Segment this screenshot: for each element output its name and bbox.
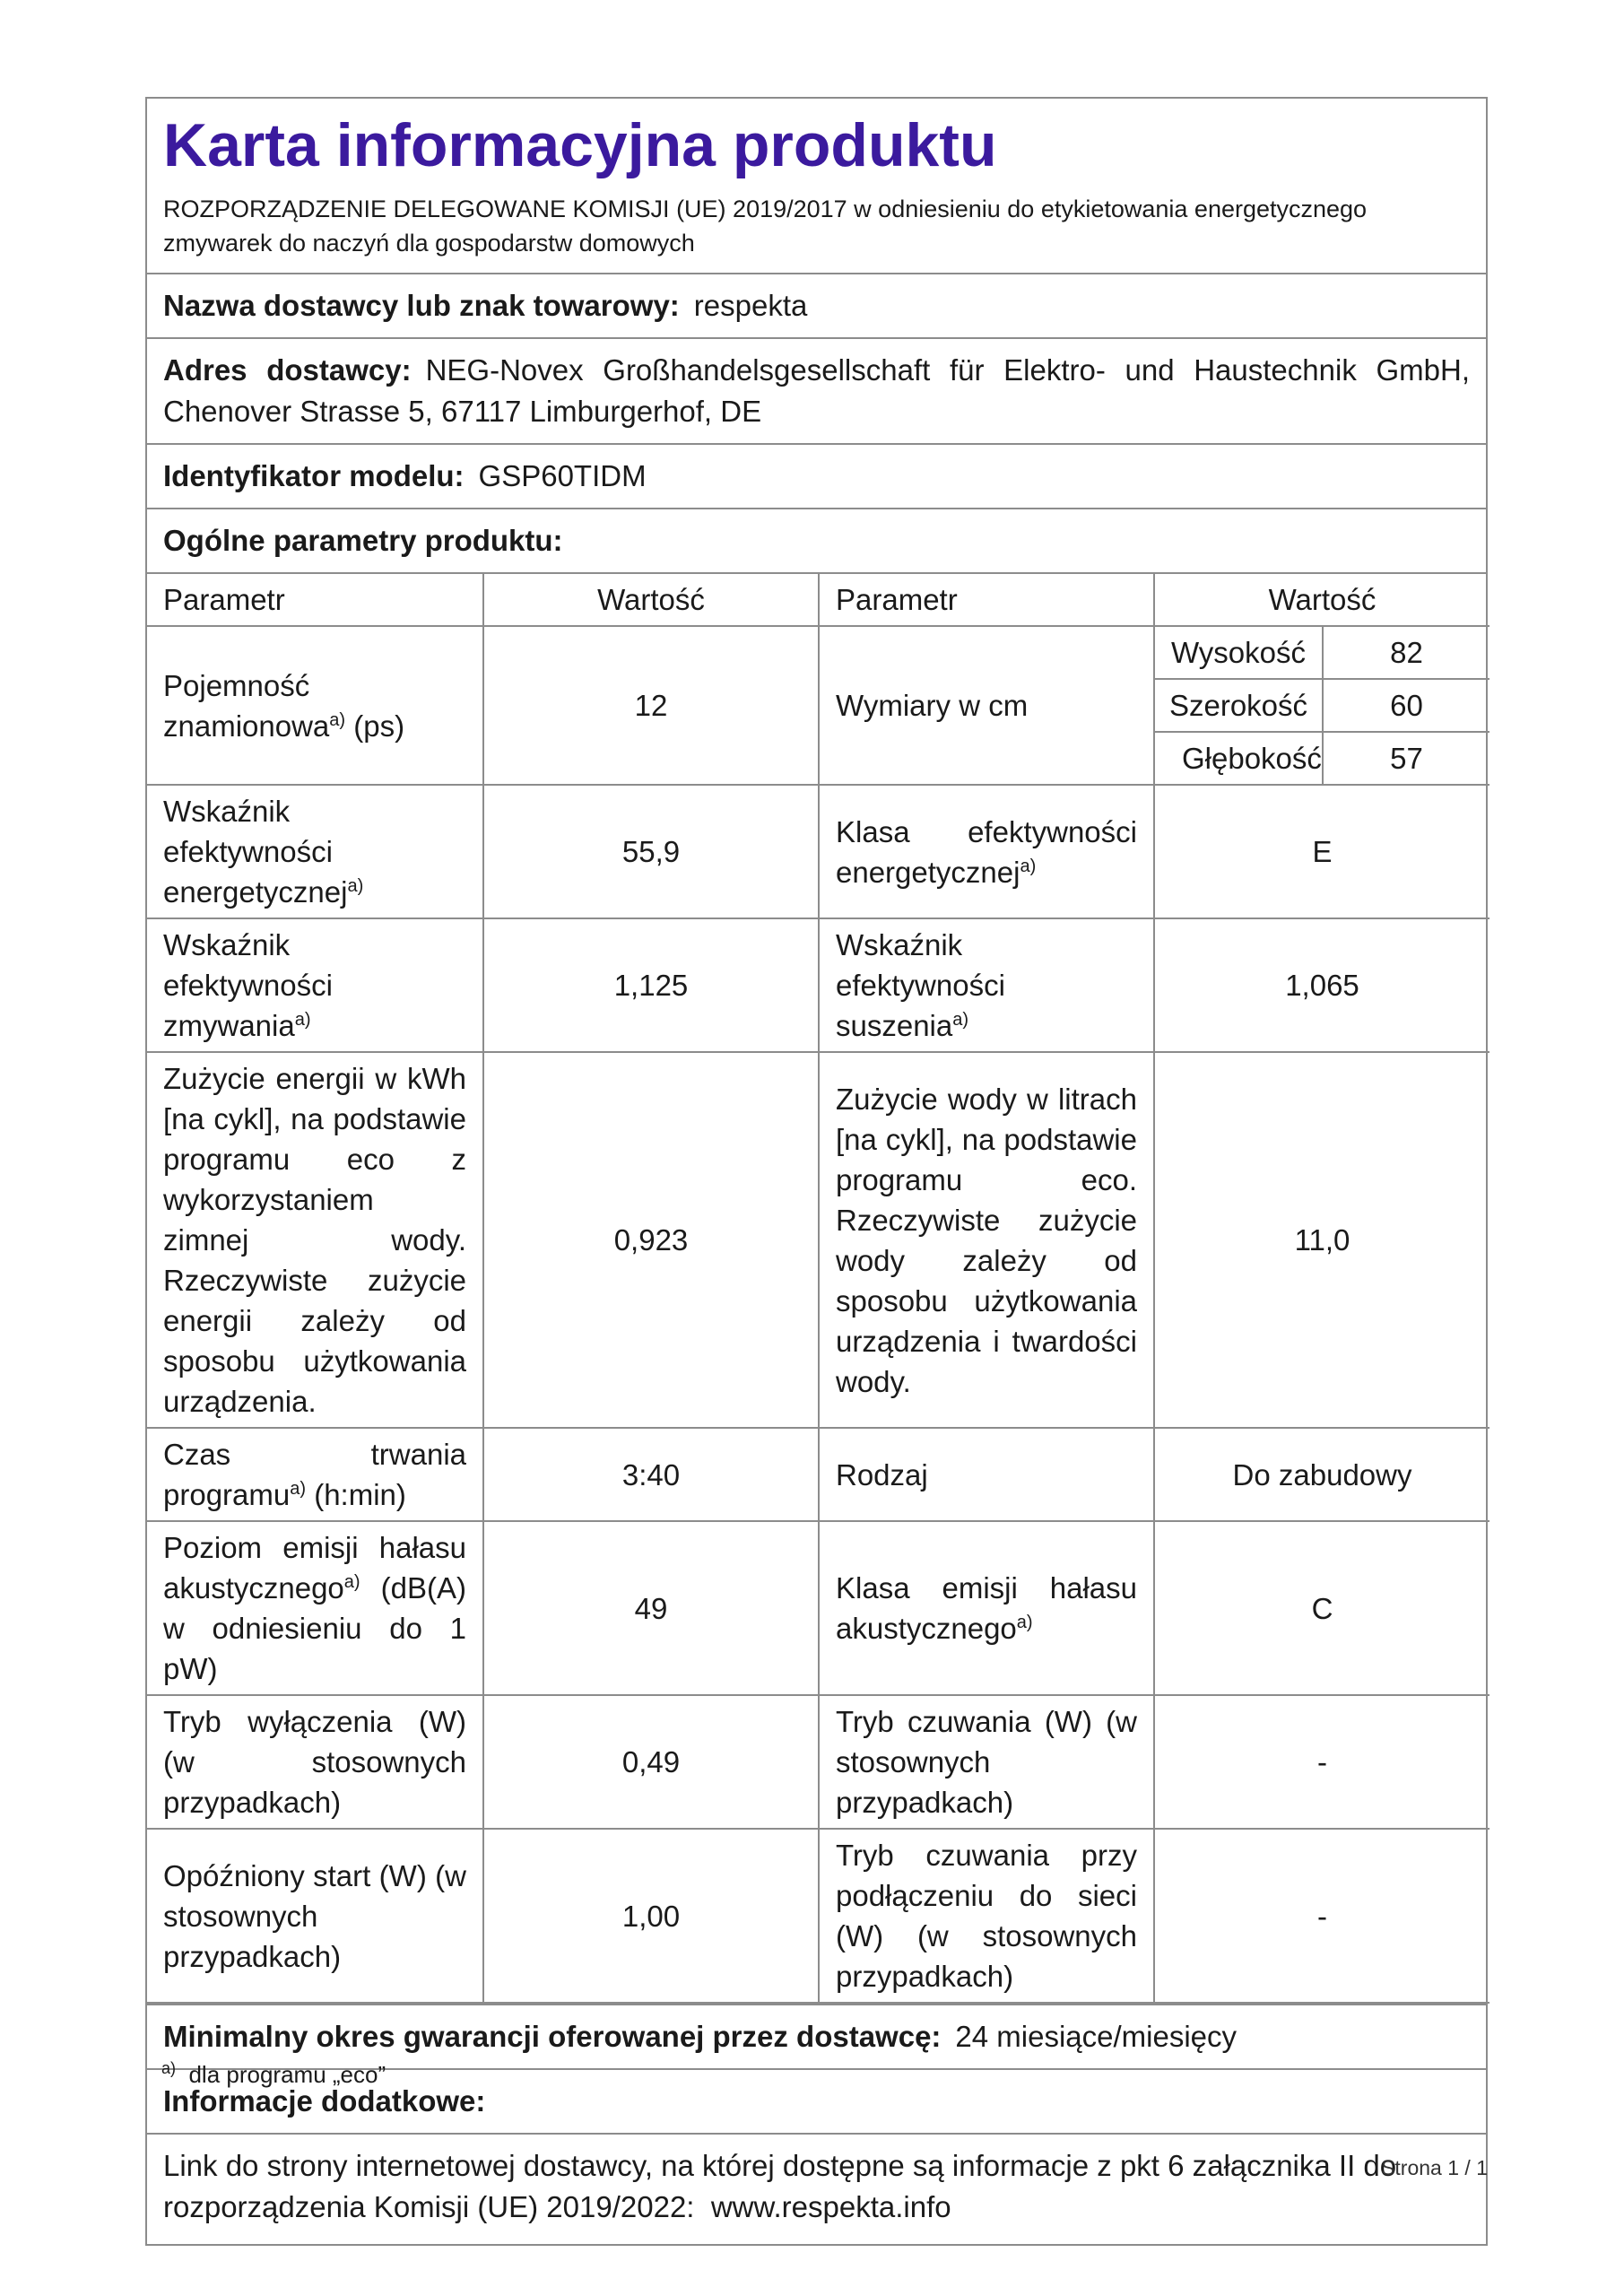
energy-consumption-label: Zużycie energii w kWh [na cykl], na podstawie programu eco z wykorzystaniem zimnej wody. Rzeczywiste zużycie energii zależy od sposobu użytkowania urządzenia. [147, 1052, 483, 1428]
cleaning-index-label: Wskaźnik efektywności zmywania$^{a)}$ [147, 918, 483, 1052]
noise-emission-label: Poziom emisji hałasu akustycznego$^{a)}$ (dB(A) w odniesieniu do 1 pW) [147, 1521, 483, 1695]
supplier-website-link[interactable]: www.respekta.info [710, 2190, 951, 2223]
depth-value: 57 [1323, 732, 1489, 785]
parameters-table-wrap [147, 574, 1486, 2005]
model-identifier-label: Identyfikator modelu: [163, 459, 465, 492]
table-row [147, 626, 1489, 679]
energy-class-label: Klasa efektywności energetycznej$^{a)}$ [819, 785, 1154, 918]
table-row [147, 1521, 1489, 1695]
product-information-sheet [145, 97, 1488, 2246]
supplier-name-label: Nazwa dostawcy lub znak towarowy: [163, 289, 680, 322]
table-row [147, 1695, 1489, 1829]
footnote-mark: a) [329, 709, 346, 730]
type-label: Rodzaj [819, 1428, 1154, 1521]
parameters-table [147, 574, 1489, 2004]
delay-start-label: Opóźniony start (W) (w stosownych przypadkach) [147, 1829, 483, 2003]
table-row [147, 1428, 1489, 1521]
general-parameters-heading: Ogólne parametry produktu: [163, 524, 563, 557]
title-section [147, 99, 1486, 274]
water-consumption-value: 11,0 [1154, 1052, 1489, 1428]
page-title: Karta informacyjna produktu [163, 111, 997, 179]
supplier-address-label: Adres dostawcy: [163, 353, 412, 387]
cleaning-index-value: 1,125 [483, 918, 819, 1052]
width-label: Szerokość [1154, 679, 1323, 732]
header-parameter-left: Parametr [147, 574, 483, 626]
noise-class-label: Klasa emisji hałasu akustycznego$^{a)}$ [819, 1521, 1154, 1695]
drying-index-value: 1,065 [1154, 918, 1489, 1052]
noise-emission-value: 49 [483, 1521, 819, 1695]
header-parameter-right: Parametr [819, 574, 1154, 626]
supplier-address-value: NEG-Novex Großhandelsgesellschaft für Elektro- und Haustechnik GmbH, Chenover Strasse 5, 67117 Limburgerhof, DE [163, 353, 1470, 428]
additional-info-text-row [147, 2135, 1486, 2244]
supplier-address-row [147, 339, 1486, 445]
width-value: 60 [1323, 679, 1489, 732]
table-header-row [147, 574, 1489, 626]
footnote-mark: a) [161, 2059, 177, 2077]
page-number: Strona 1 / 1 [1381, 2156, 1488, 2179]
model-identifier-value: GSP60TIDM [478, 459, 647, 492]
header-value-right: Wartość [1154, 574, 1489, 626]
height-value: 82 [1323, 626, 1489, 679]
standby-mode-value: - [1154, 1695, 1489, 1829]
footnote-text: dla programu „eco” [188, 2061, 386, 2088]
delay-start-value: 1,00 [483, 1829, 819, 2003]
type-value: Do zabudowy [1154, 1428, 1489, 1521]
supplier-name-row [147, 274, 1486, 339]
water-consumption-label: Zużycie wody w litrach [na cykl], na podstawie programu eco. Rzeczywiste zużycie wody zależy od sposobu użytkowania urządzenia i twardości wody. [819, 1052, 1154, 1428]
capacity-label: Pojemność znamionowa$^{a)}$ (ps) [147, 626, 483, 785]
general-parameters-row [147, 509, 1486, 574]
additional-info-text: Link do strony internetowej dostawcy, na której dostępne są informacje z pkt 6 załącznika II do rozporządzenia Komisji (UE) 2019/2022: [163, 2149, 1397, 2223]
supplier-name-value: respekta [693, 289, 808, 322]
additional-info-heading: Informacje dodatkowe: [163, 2084, 486, 2118]
drying-index-label: Wskaźnik efektywności suszenia$^{a)}$ [819, 918, 1154, 1052]
standby-mode-label: Tryb czuwania (W) (w stosownych przypadkach) [819, 1695, 1154, 1829]
table-row [147, 785, 1489, 918]
networked-standby-label: Tryb czuwania przy podłączeniu do sieci (W) (w stosownych przypadkach) [819, 1829, 1154, 2003]
warranty-value: 24 miesiące/miesięcy [955, 2020, 1238, 2053]
table-row [147, 1829, 1489, 2003]
capacity-value: 12 [483, 626, 819, 785]
depth-label: Głębokość [1154, 732, 1323, 785]
noise-class-value: C [1154, 1521, 1489, 1695]
energy-class-value: E [1154, 785, 1489, 918]
off-mode-value: 0,49 [483, 1695, 819, 1829]
model-identifier-row [147, 445, 1486, 509]
program-duration-label: Czas trwania programu$^{a)}$ (h:min) [147, 1428, 483, 1521]
header-value-left: Wartość [483, 574, 819, 626]
regulation-text: ROZPORZĄDZENIE DELEGOWANE KOMISJI (UE) 2019/2017 w odniesieniu do etykietowania energetycznego zmywarek do naczyń dla gospodarstw domowych [163, 196, 1368, 257]
footnote [161, 2059, 386, 2090]
dimensions-label: Wymiary w cm [819, 626, 1154, 785]
energy-consumption-value: 0,923 [483, 1052, 819, 1428]
eei-label: Wskaźnik efektywności energetycznej$^{a)}$ [147, 785, 483, 918]
warranty-label: Minimalny okres gwarancji oferowanej przez dostawcę: [163, 2020, 942, 2053]
networked-standby-value: - [1154, 1829, 1489, 2003]
off-mode-label: Tryb wyłączenia (W) (w stosownych przypadkach) [147, 1695, 483, 1829]
table-row [147, 918, 1489, 1052]
program-duration-value: 3:40 [483, 1428, 819, 1521]
table-row [147, 1052, 1489, 1428]
height-label: Wysokość [1154, 626, 1323, 679]
eei-value: 55,9 [483, 785, 819, 918]
